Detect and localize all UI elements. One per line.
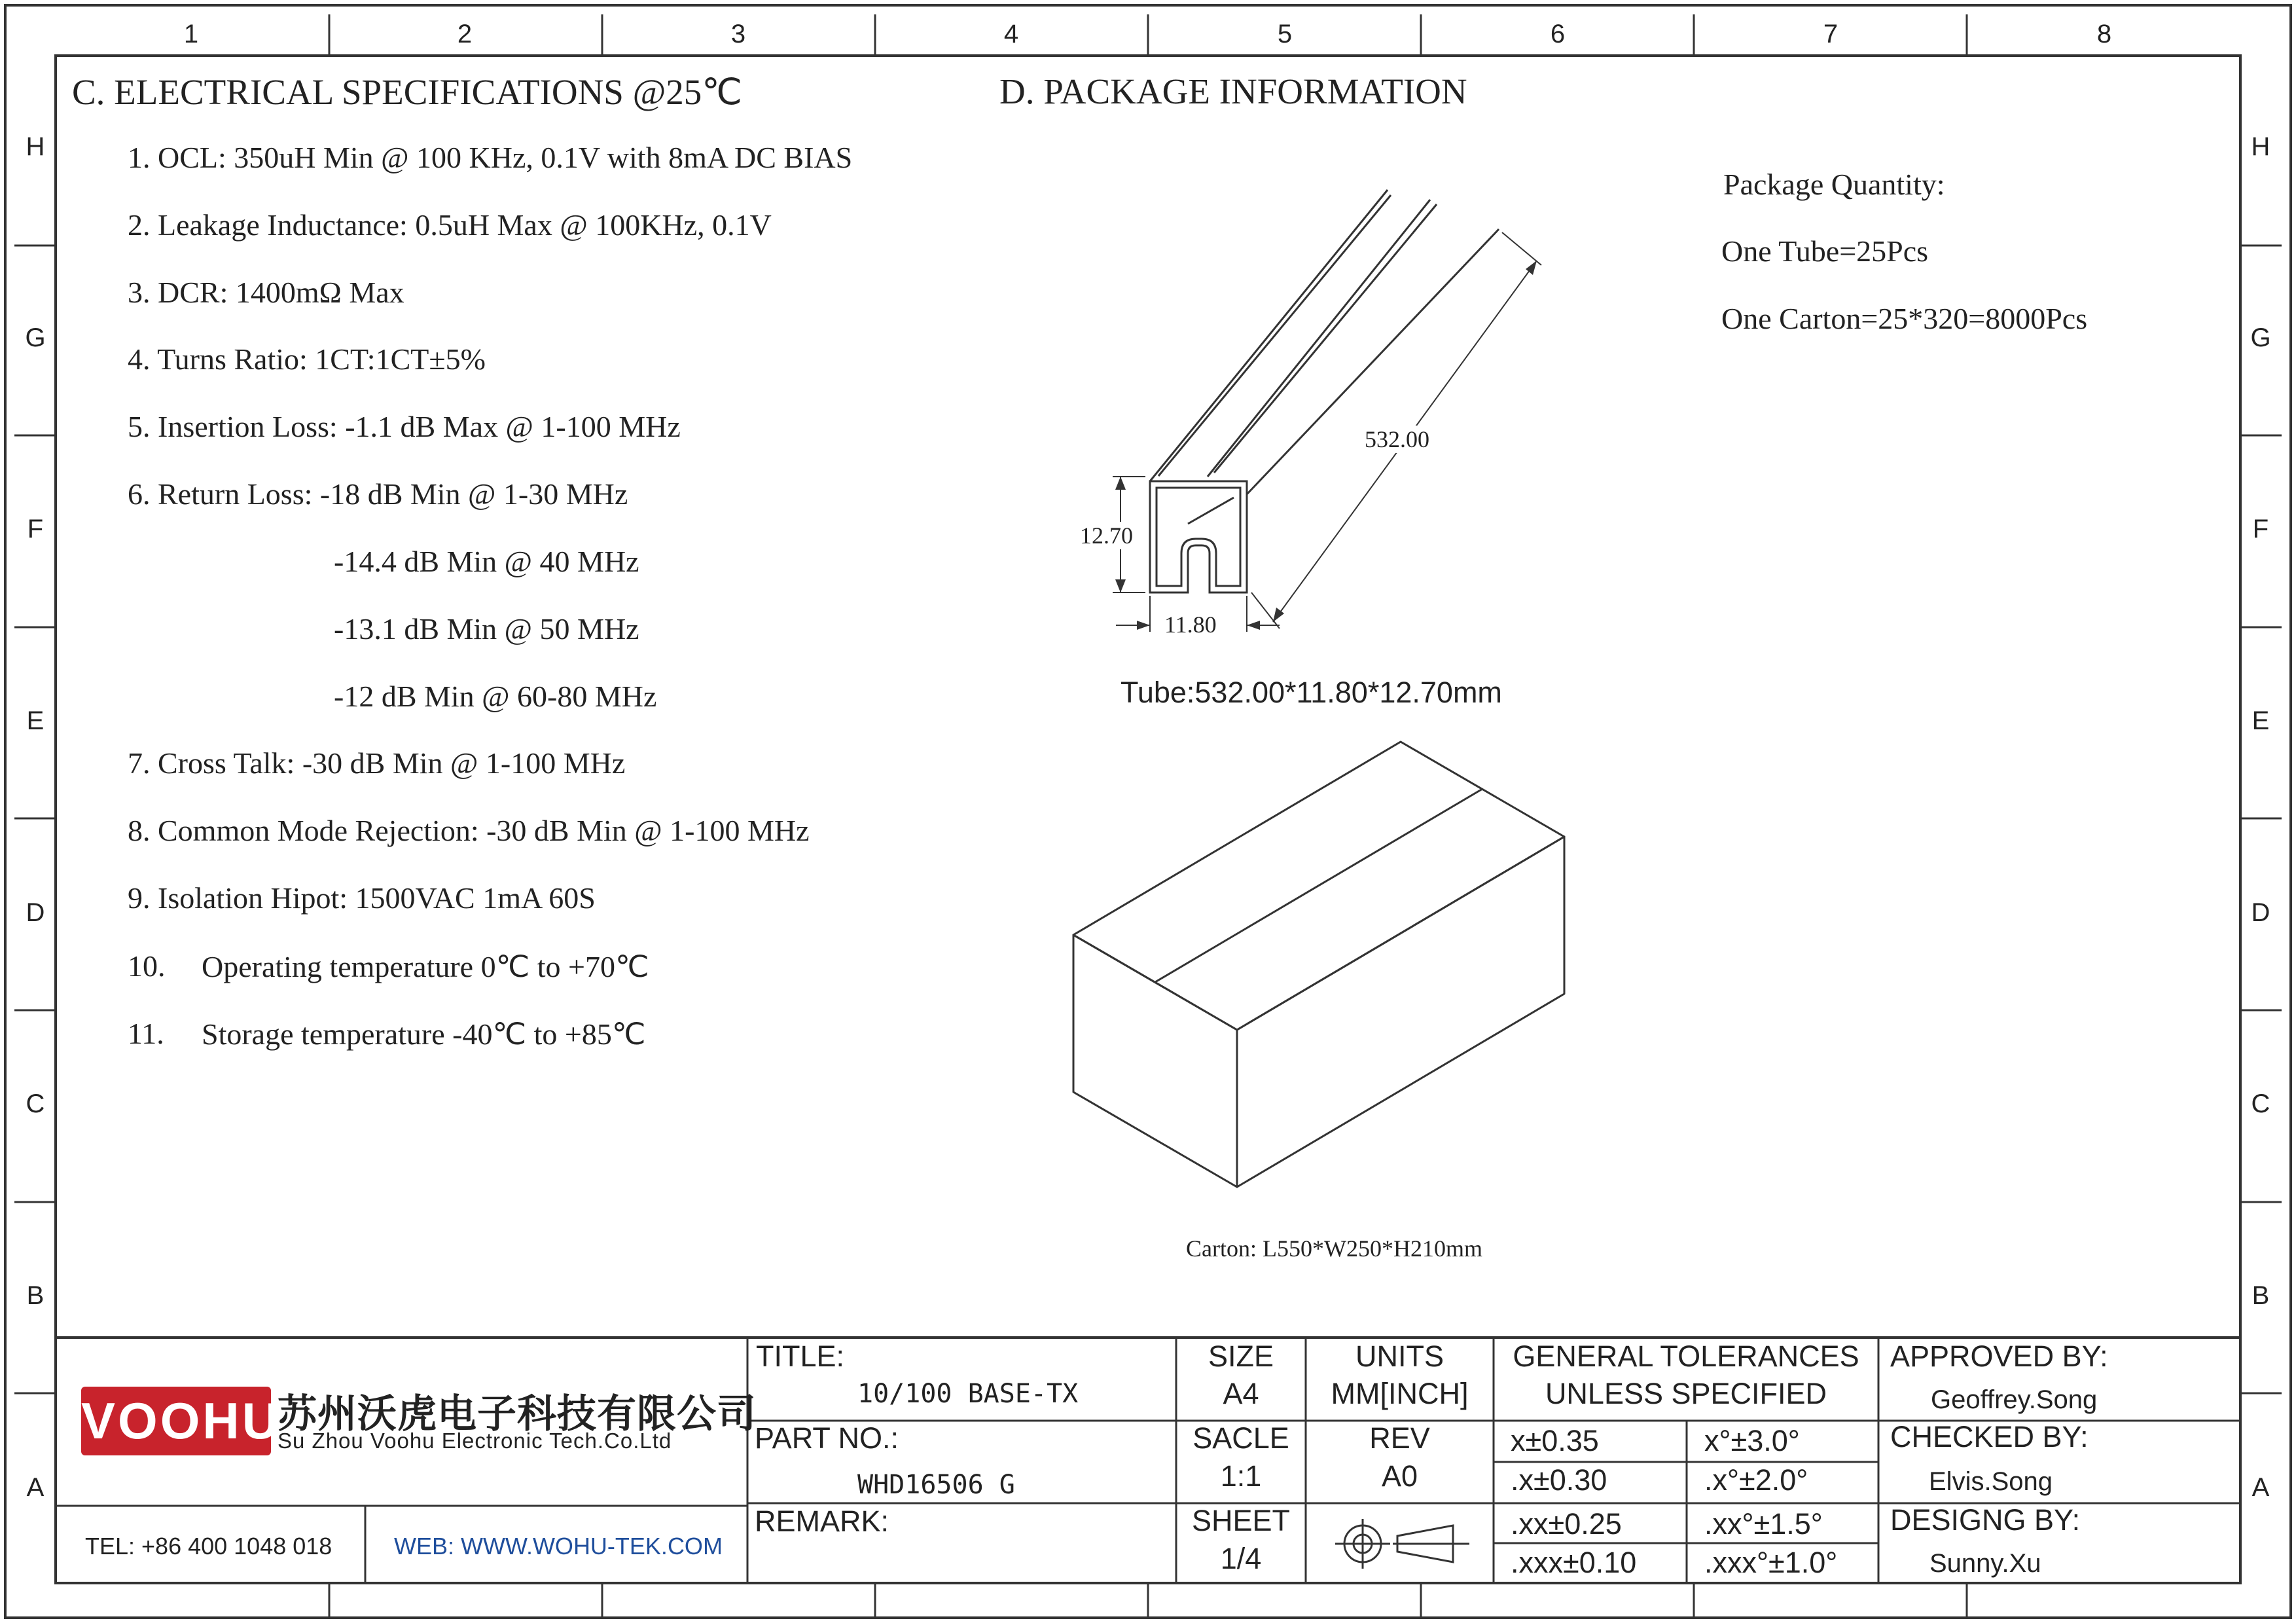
tube-caption: Tube:532.00*11.80*12.70mm	[1121, 676, 1502, 709]
telephone: TEL: +86 400 1048 018	[85, 1533, 332, 1559]
title-value: 10/100 BASE-TX	[857, 1379, 1079, 1409]
zone-row-b-left: B	[26, 1281, 45, 1310]
zone-col-6: 6	[1550, 20, 1566, 48]
company-name-en: Su Zhou Voohu Electronic Tech.Co.Ltd	[278, 1429, 672, 1453]
company-logo-text: VOOHU	[81, 1392, 282, 1450]
carton-caption: Carton: L550*W250*H210mm	[1186, 1235, 1482, 1262]
website-link[interactable]: WEB: WWW.WOHU-TEK.COM	[394, 1533, 723, 1559]
one-tube-quantity: One Tube=25Pcs	[1721, 234, 1929, 268]
zone-col-1: 1	[183, 20, 199, 48]
zone-row-a-right: A	[2251, 1473, 2270, 1502]
scale-label: SACLE	[1193, 1421, 1289, 1455]
zone-col-7: 7	[1823, 20, 1839, 48]
spec-item-turns-ratio: 4. Turns Ratio: 1CT:1CT±5%	[128, 342, 486, 376]
zone-row-h-left: H	[26, 132, 45, 161]
approved-by-label: APPROVED BY:	[1890, 1340, 2108, 1373]
size-label: SIZE	[1208, 1340, 1274, 1373]
scale-value: 1:1	[1220, 1459, 1262, 1493]
carton-drawing	[1060, 733, 1577, 1205]
zone-row-d-right: D	[2251, 898, 2270, 927]
remark-label: REMARK:	[755, 1504, 889, 1538]
zone-row-f-left: F	[27, 515, 44, 543]
spec-item-insertion-loss: 5. Insertion Loss: -1.1 dB Max @ 1-100 MHz	[128, 410, 681, 443]
spec-item-return-loss: 6. Return Loss: -18 dB Min @ 1-30 MHz	[128, 477, 628, 511]
tolerance-angle-3: .xxx°±1.0°	[1704, 1546, 1838, 1579]
spec-item-hipot: 9. Isolation Hipot: 1500VAC 1mA 60S	[128, 881, 596, 915]
designed-by-value: Sunny.Xu	[1929, 1549, 2041, 1578]
spec-item-10-num: 10.	[128, 949, 166, 983]
zone-row-e-right: E	[2251, 706, 2270, 735]
spec-item-operating-temp: Operating temperature 0℃ to +70℃	[202, 950, 649, 983]
tolerance-angle-1: .x°±2.0°	[1704, 1463, 1808, 1497]
part-number-value: WHD16506 G	[857, 1470, 1015, 1500]
tube-drawing	[1073, 177, 1623, 648]
spec-item-dcr: 3. DCR: 1400mΩ Max	[128, 276, 404, 309]
zone-row-g-left: G	[25, 323, 46, 352]
units-label: UNITS	[1355, 1340, 1444, 1373]
spec-item-leakage: 2. Leakage Inductance: 0.5uH Max @ 100KHz, 0.1V	[128, 208, 772, 242]
tolerances-header-1: GENERAL TOLERANCES	[1513, 1340, 1859, 1373]
designed-by-label: DESIGNG BY:	[1890, 1503, 2081, 1537]
zone-row-g-right: G	[2250, 323, 2271, 352]
zone-row-e-left: E	[26, 706, 45, 735]
tolerance-linear-2: .xx±0.25	[1511, 1507, 1622, 1541]
tube-height-dimension: 12.70	[1080, 522, 1133, 549]
sheet-label: SHEET	[1191, 1504, 1291, 1537]
approved-by-value: Geoffrey.Song	[1931, 1385, 2098, 1414]
spec-item-return-loss-60-80: -12 dB Min @ 60-80 MHz	[334, 680, 657, 713]
zone-col-5: 5	[1277, 20, 1293, 48]
zone-row-a-left: A	[26, 1473, 45, 1502]
rev-value: A0	[1381, 1459, 1418, 1493]
spec-item-return-loss-40: -14.4 dB Min @ 40 MHz	[334, 545, 639, 578]
checked-by-value: Elvis.Song	[1929, 1467, 2053, 1496]
tolerance-linear-3: .xxx±0.10	[1511, 1546, 1637, 1579]
electrical-specs-title: C. ELECTRICAL SPECIFICATIONS @25℃	[72, 72, 743, 112]
spec-item-ocl: 1. OCL: 350uH Min @ 100 KHz, 0.1V with 8mA DC BIAS	[128, 141, 853, 174]
tolerance-angle-0: x°±3.0°	[1704, 1424, 1800, 1457]
tolerance-linear-1: .x±0.30	[1511, 1463, 1607, 1497]
checked-by-label: CHECKED BY:	[1890, 1420, 2089, 1453]
zone-col-3: 3	[730, 20, 746, 48]
title-label: TITLE:	[756, 1340, 845, 1373]
zone-row-c-right: C	[2251, 1089, 2270, 1118]
zone-col-2: 2	[457, 20, 473, 48]
package-info-title: D. PACKAGE INFORMATION	[999, 71, 1467, 111]
zone-row-d-left: D	[26, 898, 45, 927]
projection-symbol-icon	[1322, 1518, 1473, 1570]
tube-length-dimension: 532.00	[1365, 426, 1429, 452]
tolerances-header-2: UNLESS SPECIFIED	[1545, 1377, 1827, 1410]
tolerance-linear-0: x±0.35	[1511, 1424, 1599, 1457]
tolerance-angle-2: .xx°±1.5°	[1704, 1507, 1823, 1541]
company-name-cn: 苏州沃虎电子科技有限公司	[278, 1392, 757, 1436]
zone-row-h-right: H	[2251, 132, 2270, 161]
size-value: A4	[1223, 1377, 1259, 1410]
zone-col-4: 4	[1003, 20, 1019, 48]
spec-item-return-loss-50: -13.1 dB Min @ 50 MHz	[334, 612, 639, 646]
spec-item-11-num: 11.	[128, 1017, 164, 1050]
zone-col-8: 8	[2096, 20, 2112, 48]
spec-item-cross-talk: 7. Cross Talk: -30 dB Min @ 1-100 MHz	[128, 746, 626, 780]
spec-item-storage-temp: Storage temperature -40℃ to +85℃	[202, 1017, 646, 1051]
zone-row-f-right: F	[2252, 515, 2269, 543]
zone-row-c-left: C	[26, 1089, 45, 1118]
rev-label: REV	[1369, 1421, 1430, 1455]
part-number-label: PART NO.:	[755, 1421, 899, 1455]
sheet-value: 1/4	[1220, 1542, 1262, 1575]
package-quantity-label: Package Quantity:	[1723, 168, 1945, 201]
company-logo	[81, 1387, 282, 1455]
zone-row-b-right: B	[2251, 1281, 2270, 1310]
spec-item-cmr: 8. Common Mode Rejection: -30 dB Min @ 1-100 MHz	[128, 814, 810, 847]
tube-width-dimension: 11.80	[1162, 611, 1219, 638]
units-value: MM[INCH]	[1331, 1377, 1469, 1410]
one-carton-quantity: One Carton=25*320=8000Pcs	[1721, 302, 2088, 335]
